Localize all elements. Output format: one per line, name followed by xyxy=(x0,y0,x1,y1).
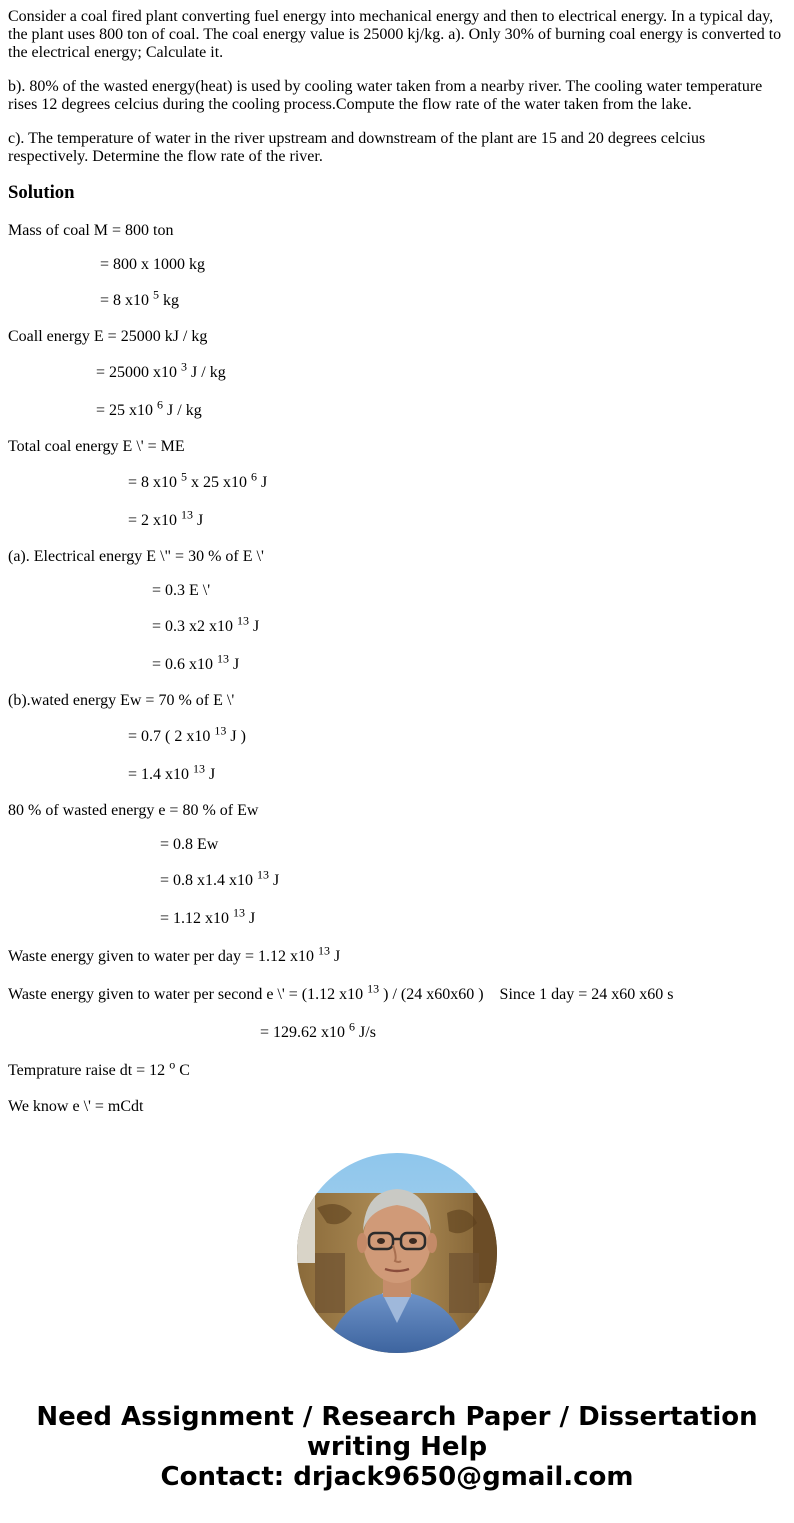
banner-contact: Contact: drjack9650@gmail.com xyxy=(160,1462,634,1492)
energy-step-2: = 25000 x10 $^3$ J / kg xyxy=(96,359,226,381)
per-second-result: = 129.62 x10 $^6$ J/s xyxy=(260,1019,376,1041)
total-line: Total coal energy E \' = ME xyxy=(8,438,185,455)
per-day-line: Waste energy given to water per day = 1.12 x10 $^{13}$ J xyxy=(8,943,341,965)
elec-step-3: = 0.3 x2 x10 $^{13}$ J xyxy=(152,613,260,635)
avatar-photo-icon xyxy=(297,1153,497,1353)
per-second-line: Waste energy given to water per second e \' = (1.12 x10 $^{13}$ ) / (24 x60x60 ) Since 1 day = 24 x60 x60 s xyxy=(8,981,674,1003)
know-line: We know e \' = mCdt xyxy=(8,1098,144,1115)
eighty-line: 80 % of wasted energy e = 80 % of Ew xyxy=(8,802,259,819)
mass-step-3: = 8 x10 $^5$ kg xyxy=(100,287,180,309)
eighty-step-4: = 1.12 x10 $^{13}$ J xyxy=(160,905,256,927)
mass-line: Mass of coal M = 800 ton xyxy=(8,222,174,239)
waste-step-2: = 0.7 ( 2 x10 $^{13}$ J ) xyxy=(128,723,246,745)
total-step-3: = 2 x10 $^{13}$ J xyxy=(128,507,204,529)
elec-step-4: = 0.6 x10 $^{13}$ J xyxy=(152,651,240,673)
banner-line-1: Need Assignment / Research Paper / Dissertation xyxy=(36,1402,758,1432)
waste-line: (b).wated energy Ew = 70 % of E \' xyxy=(8,692,235,709)
author-avatar xyxy=(297,1153,497,1353)
solution-heading: Solution xyxy=(8,182,75,203)
promo-banner xyxy=(0,1402,794,1492)
banner-line-2: writing Help xyxy=(306,1432,488,1462)
mass-step-2: = 800 x 1000 kg xyxy=(100,256,206,273)
eighty-step-3: = 0.8 x1.4 x10 $^{13}$ J xyxy=(160,867,280,889)
energy-step-3: = 25 x10 $^6$ J / kg xyxy=(96,397,202,419)
temperature-line: Temprature raise dt = 12 $^o$ C xyxy=(8,1057,190,1079)
elec-step-2: = 0.3 E \' xyxy=(152,582,211,599)
question-part-c: c). The temperature of water in the river upstream and downstream of the plant are 15 and 20 degrees celcius respectively. Determine the flow rate of the river. xyxy=(8,130,706,165)
eighty-step-2: = 0.8 Ew xyxy=(160,836,219,853)
energy-line: Coall energy E = 25000 kJ / kg xyxy=(8,328,208,345)
total-step-2: = 8 x10 $^5$ x 25 x10 $^6$ J xyxy=(128,469,268,491)
elec-line: (a). Electrical energy E \" = 30 % of E \' xyxy=(8,548,264,565)
question-intro: Consider a coal fired plant converting fuel energy into mechanical energy and then to electrical energy. In a typical day, the plant uses 800 ton of coal. The coal energy value is 25000 kj/kg. a). Only 30% of burning coal energy is converted to the electrical energy; Calculate it. xyxy=(8,8,782,61)
waste-step-3: = 1.4 x10 $^{13}$ J xyxy=(128,761,216,783)
question-part-b: b). 80% of the wasted energy(heat) is used by cooling water taken from a nearby river. The cooling water temperature rises 12 degrees celcius during the cooling process.Compute the flow rate of the water taken from the lake. xyxy=(8,78,763,113)
